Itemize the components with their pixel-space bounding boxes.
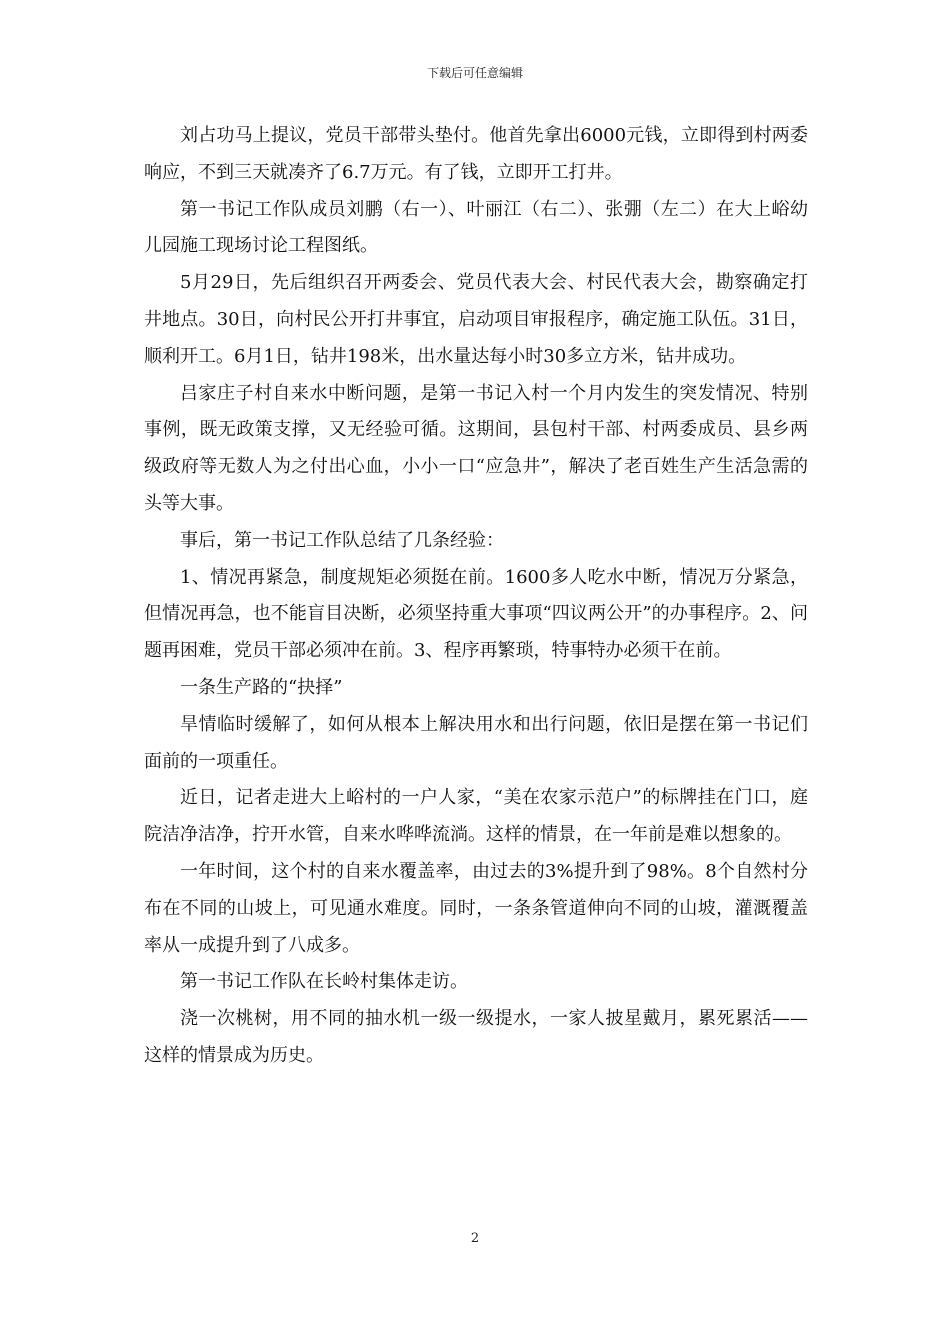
- section-heading: 一条生产路的“抉择”: [180, 676, 343, 698]
- paragraph: 浇一次桃树，用不同的抽水机一级一级提水，一家人披星戴月，累死累活——这样的情景成为历史。: [144, 1008, 808, 1066]
- paragraph: 第一书记工作队在长岭村集体走访。: [180, 971, 468, 993]
- paragraph: 吕家庄子村自来水中断问题，是第一书记入村一个月内发生的突发情况、特别事例，既无政策支撑，又无经验可循。这期间，县包村干部、村两委成员、县乡两级政府等无数人为之付出心血，小小一口“应急井”，解决了老百姓生产生活急需的头等大事。: [144, 382, 808, 514]
- paragraph: 近日，记者走进大上峪村的一户人家，“美在农家示范户”的标牌挂在门口，庭院洁净洁净，拧开水管，自来水哗哗流淌。这样的情景，在一年前是难以想象的。: [144, 787, 808, 846]
- paragraph: 5月29日，先后组织召开两委会、党员代表大会、村民代表大会，勘察确定打井地点。30日，向村民公开打井事宜，启动项目审报程序，确定施工队伍。31日，顺利开工。6月1日，钻井198米，出水量达每小时30多立方米，钻井成功。: [144, 272, 808, 367]
- paragraph: 旱情临时缓解了，如何从根本上解决用水和出行问题，依旧是摆在第一书记们面前的一项重任。: [144, 713, 808, 772]
- page-number: 2: [470, 1231, 480, 1246]
- document-body: [144, 118, 808, 1075]
- page-header: 下载后可任意编辑: [426, 66, 523, 80]
- paragraph: 刘占功马上提议，党员干部带头垫付。他首先拿出6000元钱，立即得到村两委响应，不到三天就凑齐了6.7万元。有了钱，立即开工打井。: [144, 125, 808, 183]
- paragraph: 1、情况再紧急，制度规矩必须挺在前。1600多人吃水中断，情况万分紧急，但情况再急，也不能盲目决断，必须坚持重大事项“四议两公开”的办事程序。2、问题再困难，党员干部必须冲在前。3、程序再繁琐，特事特办必须干在前。: [144, 566, 808, 662]
- paragraph: 第一书记工作队成员刘鹏（右一）、叶丽江（右二）、张弸（左二）在大上峪幼儿园施工现场讨论工程图纸。: [144, 198, 808, 257]
- paragraph: 一年时间，这个村的自来水覆盖率，由过去的3%提升到了98%。8个自然村分布在不同的山坡上，可见通水难度。同时，一条条管道伸向不同的山坡，灌溉覆盖率从一成提升到了八成多。: [144, 860, 808, 956]
- paragraph: 事后，第一书记工作队总结了几条经验：: [180, 529, 504, 551]
